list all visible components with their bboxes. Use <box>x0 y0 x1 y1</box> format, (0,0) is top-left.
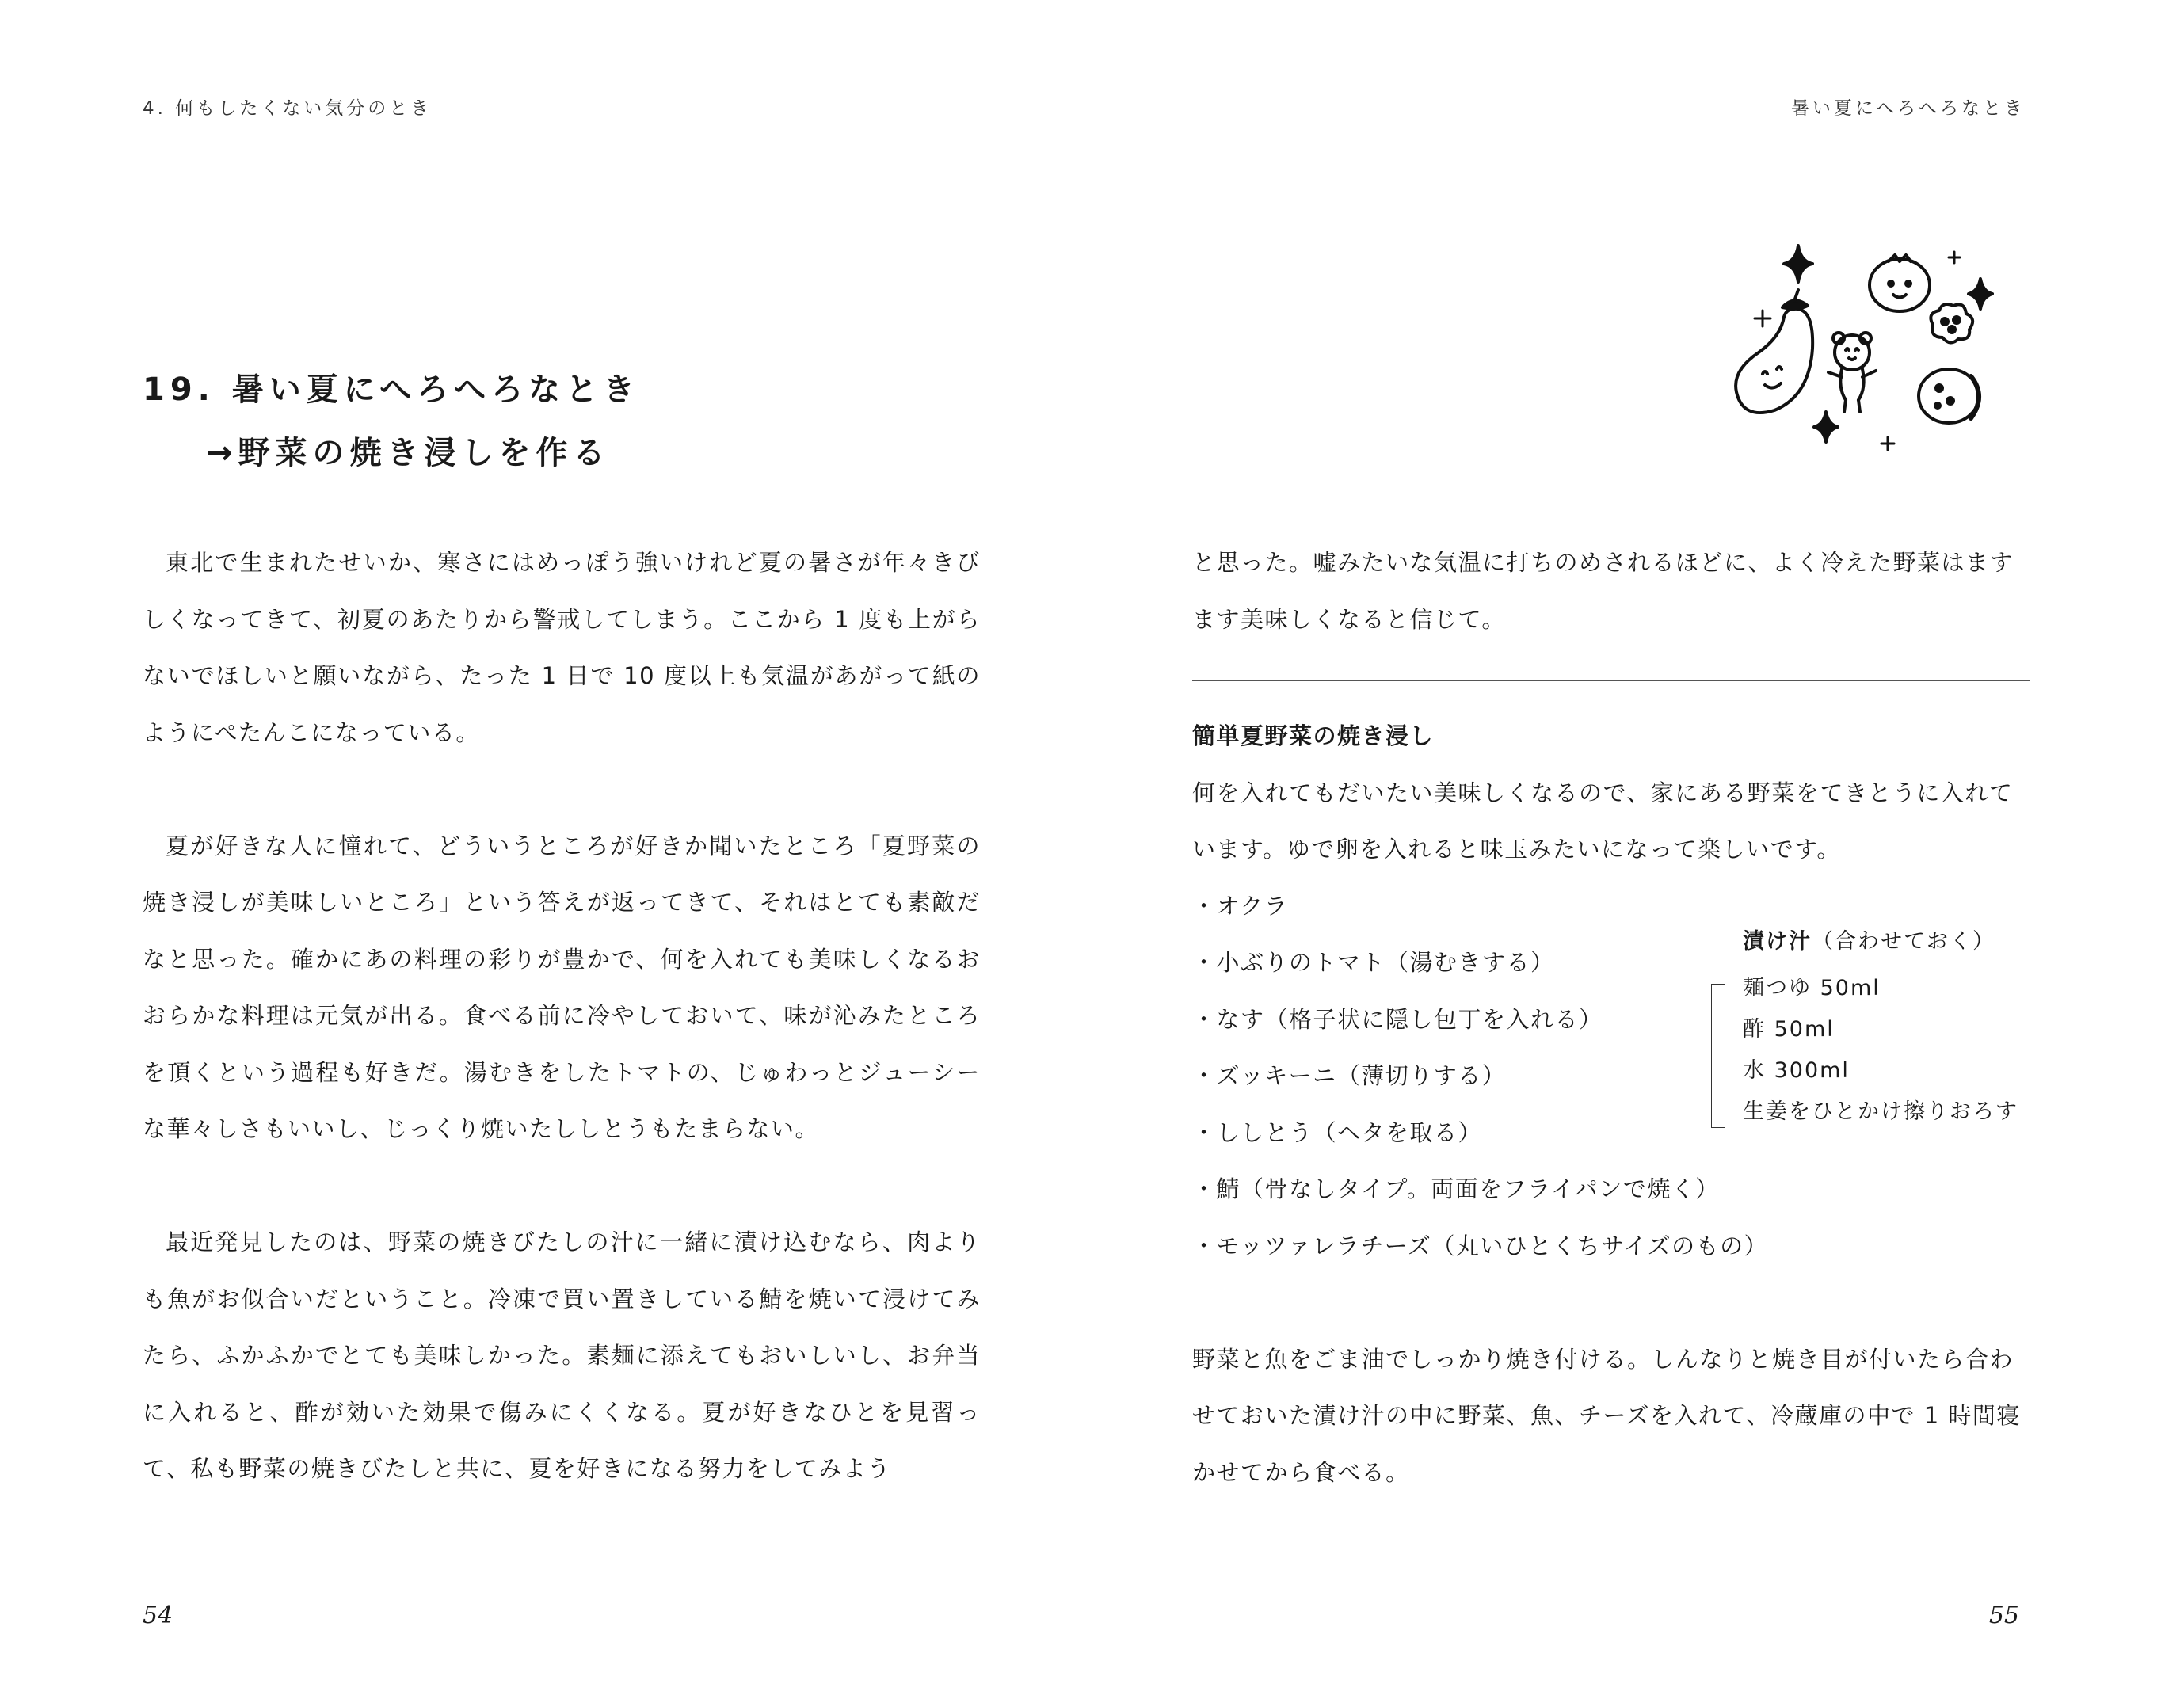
ingredient-item: ・ししとう（ヘタを取る） <box>1192 1118 1483 1146</box>
eggplant-icon <box>1736 290 1812 413</box>
broccoli-icon <box>1931 304 1972 343</box>
sparkle-icon <box>1814 412 1838 442</box>
sauce-item: 水 300ml <box>1743 1058 1850 1083</box>
ingredient-item: ・鯖（骨なしタイプ。両面をフライパンで焼く） <box>1192 1175 1720 1202</box>
sparkle-icon <box>1881 437 1894 450</box>
zucchini-slice-icon <box>1919 369 1979 423</box>
sauce-note: （合わせておく） <box>1812 929 1995 954</box>
chapter-title-line1: 19. 暑い夏にへろへろなとき <box>143 371 641 408</box>
sauce-bracket <box>1711 984 1725 1128</box>
sauce-item: 酢 50ml <box>1743 1017 1835 1042</box>
recipe-steps: 野菜と魚をごま油でしっかり焼き付ける。しんなりと焼き目が付いたら合わせておいた漬け汁の中に野菜、魚、チーズを入れて、冷蔵庫の中で 1 時間寝かせてから食べる。 <box>1192 1345 2021 1486</box>
vegetables-illustration <box>1719 238 2036 467</box>
ingredient-item: ・モッツァレラチーズ（丸いひとくちサイズのもの） <box>1192 1232 1769 1259</box>
recipe-intro: 何を入れてもだいたい美味しくなるので、家にある野菜をてきとうに入れています。ゆで卵を入れると味玉みたいになって楽しいです。 <box>1192 779 2014 863</box>
chapter-title-line2: →野菜の焼き浸しを作る <box>206 435 611 471</box>
sauce-item: 麺つゆ 50ml <box>1743 976 1881 1000</box>
sauce-title: 漬け汁 <box>1743 929 1812 954</box>
ingredient-item: ・なす（格子状に隠し包丁を入れる） <box>1192 1005 1603 1033</box>
sparkle-icon <box>1784 246 1812 282</box>
chapter-title <box>143 358 640 485</box>
page-number-right: 55 <box>1988 1602 2019 1629</box>
tomato-icon <box>1870 255 1930 311</box>
bear-icon <box>1828 333 1876 412</box>
recipe-title: 簡単夏野菜の焼き浸し <box>1192 722 1435 749</box>
running-head-left: 4. 何もしたくない気分のとき <box>143 98 433 119</box>
right-continuation-text <box>1192 535 2030 648</box>
sauce-list <box>1711 968 2018 1133</box>
running-head-right: 暑い夏にへろへろなとき <box>1790 98 2026 119</box>
sparkle-icon <box>1755 311 1770 326</box>
sauce-heading <box>1743 922 2018 962</box>
paragraph-3: 最近発見したのは、野菜の焼きびたしの汁に一緒に漬け込むなら、肉よりも魚がお似合いだということ。冷凍で買い置きしている鯖を焼いて浸けてみたら、ふかふかでとても美味しかった。素麺に添えてもおいしいし、お弁当に入れると、酢が効いた効果で傷みにくくなる。夏が好きなひとを見習って、私も野菜の焼きびたしと共に、夏を好きになる努力をしてみよう <box>143 1229 981 1482</box>
sparkle-icon <box>1969 279 1992 309</box>
ingredient-item: ・ズッキーニ（薄切りする） <box>1192 1062 1507 1089</box>
ingredient-item: ・小ぶりのトマト（湯むきする） <box>1192 949 1555 976</box>
left-body-text <box>143 535 981 1554</box>
paragraph-2: 夏が好きな人に憧れて、どういうところが好きか聞いたところ「夏野菜の焼き浸しが美味しいところ」という答えが返ってきて、それはとても素敵だなと思った。確かにあの料理の彩りが豊かで、何を入れても美味しくなるおおらかな料理は元気が出る。食べる前に冷やしておいて、味が沁みたところを頂くという過程も好きだ。湯むきをしたトマトの、じゅわっとジューシーな華々しさもいいし、じっくり焼いたししとうもたまらない。 <box>143 832 981 1142</box>
ingredient-item: ・オクラ <box>1192 892 1289 920</box>
sauce-box <box>1711 922 2018 1133</box>
sparkle-icon <box>1949 252 1960 263</box>
page-number-left: 54 <box>143 1602 173 1629</box>
continuation-paragraph: と思った。嘘みたいな気温に打ちのめされるほどに、よく冷えた野菜はますます美味しくなると信じて。 <box>1192 549 2014 633</box>
paragraph-1: 東北で生まれたせいか、寒さにはめっぽう強いけれど夏の暑さが年々きびしくなってきて、初夏のあたりから警戒してしまう。ここから 1 度も上がらないでほしいと願いながら、たった 1 日で 10 度以上も気温があがって紙のようにぺたんこになっている。 <box>143 549 981 746</box>
sauce-item: 生姜をひとかけ擦りおろす <box>1743 1099 2018 1124</box>
section-divider <box>1192 680 2030 681</box>
